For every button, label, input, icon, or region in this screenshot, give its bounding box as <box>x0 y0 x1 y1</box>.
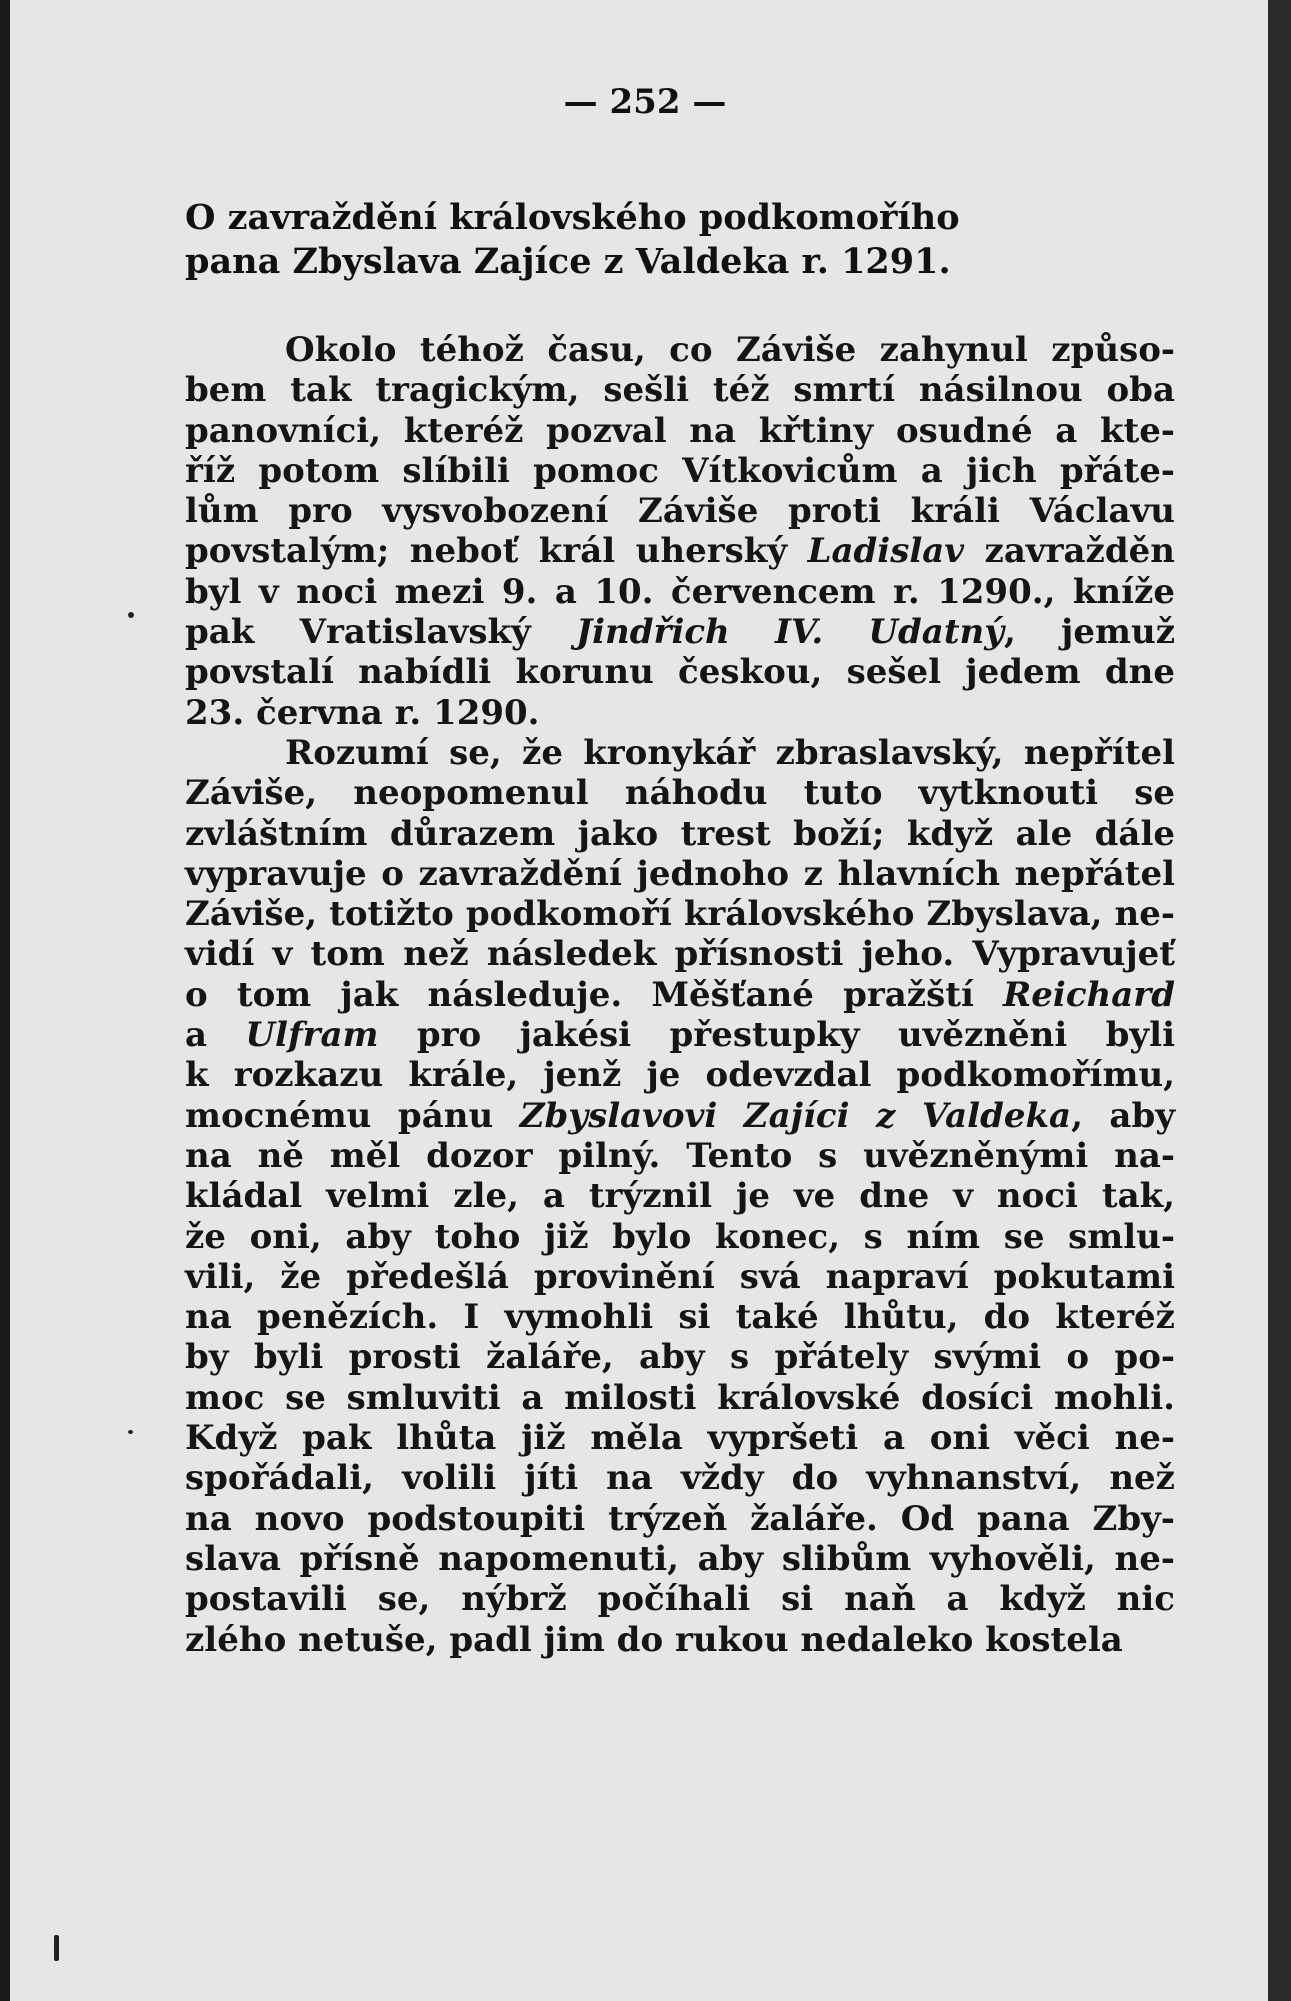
text-line: a Ulfram pro jakési přestupky uvězněni byli <box>185 1015 1175 1056</box>
italic-name: Jindřich IV. Udatný <box>576 612 1005 653</box>
text-line: spořádali, volili jíti na vždy do vyhnanství, než <box>185 1458 1175 1499</box>
text-line: moc se smluviti a milosti královské dosíci mohli. <box>185 1377 1175 1418</box>
text-line: lům pro vysvobození Záviše proti králi Václavu <box>185 491 1175 532</box>
text-line: na ně měl dozor pilný. Tento s uvězněnými na- <box>185 1135 1175 1176</box>
text-line: panovníci, kteréž pozval na křtiny osudné a kte- <box>185 410 1175 451</box>
text-line: o tom jak následuje. Měšťané pražští Reichard <box>185 974 1175 1015</box>
italic-name: Ladislav <box>807 531 965 572</box>
text-line: postavili se, nýbrž počíhali si naň a když nic <box>185 1579 1175 1620</box>
text-line: zlého netuše, padl jim do rukou nedaleko kostela <box>185 1619 1123 1660</box>
text-line: vidí v tom než následek přísnosti jeho. Vypravujeť <box>185 934 1175 975</box>
text-line: k rozkazu krále, jenž je odevzdal podkomořímu, <box>185 1055 1175 1096</box>
text-line: byl v noci mezi 9. a 10. červencem r. 1290., kníže <box>185 571 1175 612</box>
text-line: vypravuje o zavraždění jednoho z hlavních nepřátel <box>185 853 1175 894</box>
italic-name: Reichard <box>1003 974 1175 1015</box>
text-line: Když pak lhůta již měla vypršeti a oni věci ne- <box>185 1418 1175 1459</box>
text-line: zvláštním důrazem jako trest boží; když ale dále <box>185 813 1175 854</box>
text-line: Rozumí se, že kronykář zbraslavský, nepřítel <box>285 732 1175 773</box>
scan-speck <box>128 1430 133 1434</box>
text-line: Okolo téhož času, co Záviše zahynul způso- <box>285 330 1175 370</box>
text-line: by byli prosti žaláře, aby s přátely svými o po- <box>185 1337 1175 1378</box>
body-text <box>185 330 1175 1660</box>
text-line: říž potom slíbili pomoc Vítkovicům a jich přáte- <box>185 450 1175 491</box>
text-line: na penězích. I vymohli si také lhůtu, do kteréž <box>185 1297 1175 1338</box>
text-line: mocnému pánu Zbyslavovi Zajíci z Valdeka, aby <box>185 1095 1175 1136</box>
heading-line-2: pana Zbyslava Zajíce z Valdeka r. 1291. <box>185 241 951 282</box>
text-line: slava přísně napomenuti, aby slibům vyhověli, ne- <box>185 1538 1175 1579</box>
text-line: vili, že předešlá provinění svá napraví pokutami <box>185 1256 1175 1297</box>
page-number: — 252 — <box>563 82 727 122</box>
text-line: na novo podstoupiti trýzeň žaláře. Od pana Zby- <box>185 1498 1175 1539</box>
text-line: bem tak tragickým, sešli též smrtí násilnou oba <box>185 370 1175 411</box>
text-line: že oni, aby toho již bylo konec, s ním se smlu- <box>185 1216 1175 1257</box>
scan-speck <box>54 1935 59 1961</box>
text-line: Záviše, neopomenul náhodu tuto vytknouti se <box>185 773 1175 814</box>
text-line: povstalým; neboť král uherský Ladislav zavražděn <box>185 531 1175 572</box>
text-line: 23. června r. 1290. <box>185 692 540 733</box>
italic-name: Ulfram <box>245 1015 379 1056</box>
text-line: kládal velmi zle, a trýznil je ve dne v noci tak, <box>185 1176 1175 1217</box>
text-line: povstalí nabídli korunu českou, sešel jedem dne <box>185 652 1175 693</box>
text-line: pak Vratislavský Jindřich IV. Udatný, jemuž <box>185 612 1175 653</box>
text-line: Záviše, totižto podkomoří královského Zbyslava, ne- <box>185 894 1175 935</box>
scan-speck <box>128 612 134 618</box>
italic-name: Zbyslavovi Zajíci z Valdeka <box>519 1095 1072 1136</box>
heading-line-1: O zavraždění královského podkomořího <box>185 197 960 238</box>
page-edge-shadow <box>1268 0 1291 2001</box>
book-page <box>10 0 1268 2001</box>
chapter-heading <box>185 196 1185 284</box>
